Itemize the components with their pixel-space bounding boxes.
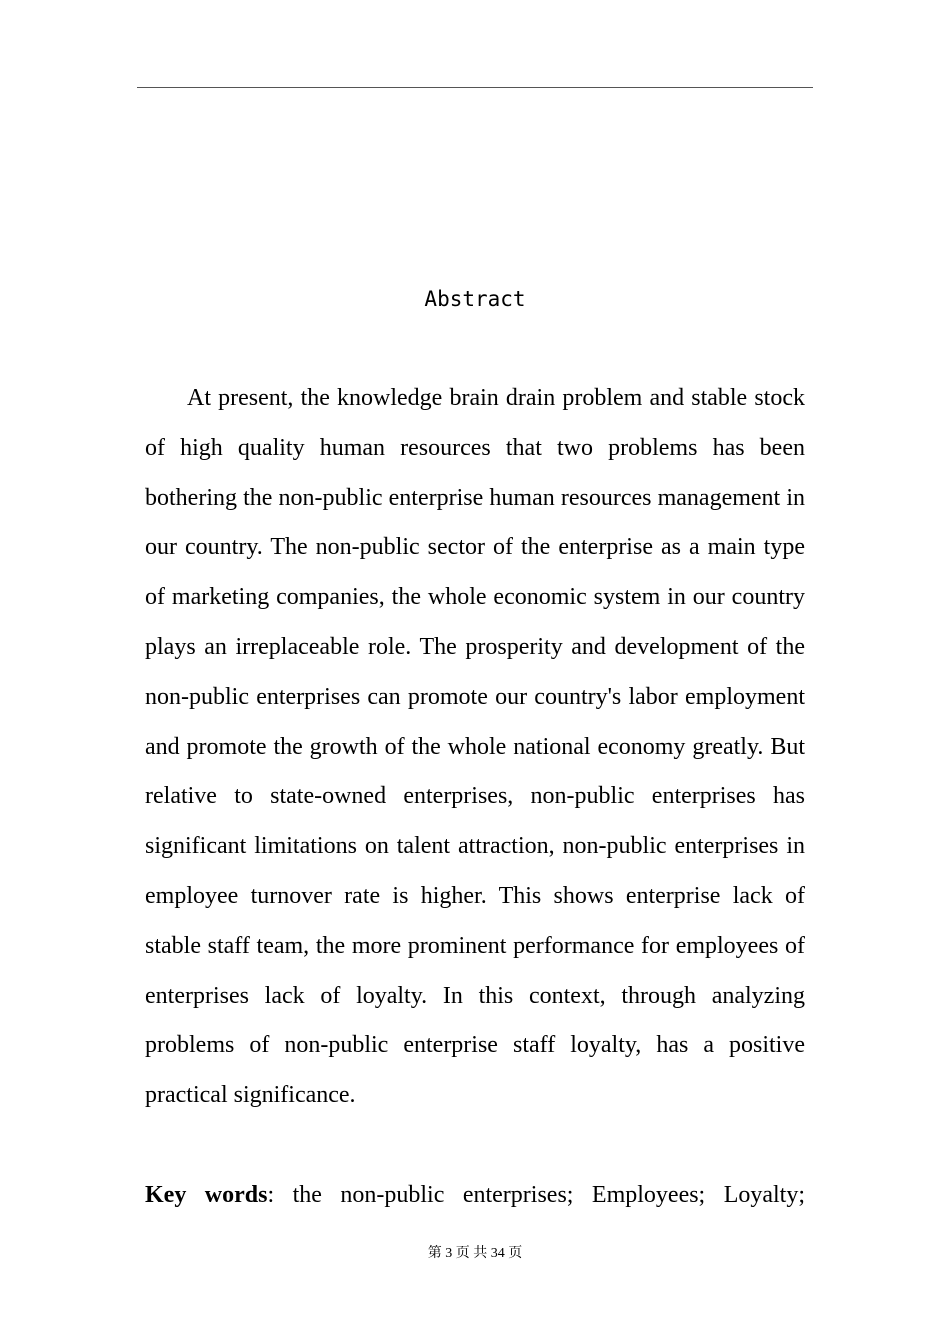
- header-rule: [137, 87, 813, 88]
- keywords-text: : the non-public enterprises; Employees; Loyalty;: [267, 1182, 805, 1208]
- abstract-paragraph: At present, the knowledge brain drain problem and stable stock of high quality human resources that two problems has been bothering the non-public enterprise human resources management in our country. The non-public sector of the enterprise as a main type of marketing companies, the whole economic system in our country plays an irreplaceable role. The prosperity and development of the non-public enterprises can promote our country's labor employment and promote the growth of the whole national economy greatly. But relative to state-owned enterprises, non-public enterprises has significant limitations on talent attraction, non-public enterprises in employee turnover rate is higher. This shows enterprise lack of stable staff team, the more prominent performance for employees of enterprises lack of loyalty. In this context, through analyzing problems of non-public enterprise staff loyalty, has a positive practical significance.: [145, 385, 805, 1109]
- keywords-line: [145, 1171, 805, 1221]
- page-title: Abstract: [424, 287, 526, 311]
- page-number-footer: 第 3 页 共 34 页: [427, 1246, 523, 1261]
- keywords-label: Key words: [145, 1182, 268, 1208]
